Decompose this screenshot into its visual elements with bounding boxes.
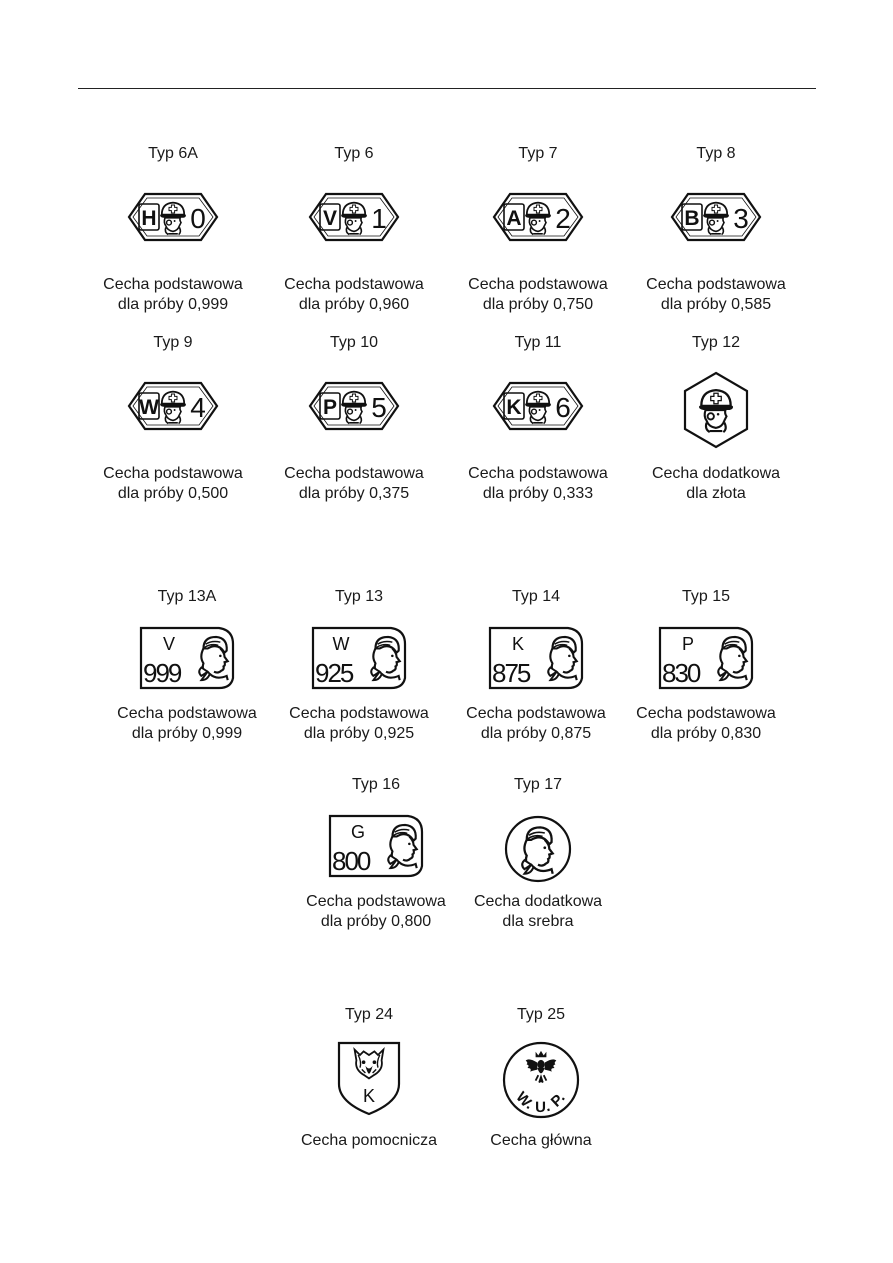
gold-hallmark — [631, 145, 801, 325]
mark-digit: 5 — [371, 392, 387, 423]
caption-line-1: Cecha podstawowa — [636, 705, 776, 722]
type-label: Typ 6A — [148, 145, 198, 162]
hallmark-caption — [453, 892, 623, 932]
type-label: Typ 12 — [691, 334, 741, 351]
mark-letter: K — [362, 1086, 376, 1106]
caption-line-1: Cecha podstawowa — [103, 465, 243, 482]
gold-hallmark-icon — [308, 380, 400, 432]
hallmark-mark — [451, 626, 621, 690]
gold-hallmark — [88, 334, 258, 514]
hallmark-mark — [102, 626, 272, 690]
type-label: Typ 6 — [334, 145, 374, 162]
hallmark-mark — [284, 1040, 454, 1116]
hallmark-caption — [269, 275, 439, 315]
hallmark-mark — [456, 1040, 626, 1120]
caption-line-2: dla próby 0,925 — [303, 725, 415, 742]
mark-letter: V — [322, 207, 338, 230]
caption-line-2: dla próby 0,875 — [480, 725, 592, 742]
hallmark-mark — [621, 626, 791, 690]
gold-hallmark — [269, 145, 439, 325]
mark-letter: A — [506, 207, 522, 230]
hallmark-mark — [291, 814, 461, 878]
silver-hallmark-icon — [328, 814, 424, 878]
mark-number: 875 — [492, 658, 530, 688]
caption-line-1: Cecha dodatkowa — [651, 465, 781, 482]
gold-hallmark-icon — [492, 380, 584, 432]
caption-line-1: Cecha podstawowa — [306, 893, 446, 910]
eagle-circle-icon — [501, 1040, 581, 1120]
hallmark-mark — [453, 191, 623, 243]
silver-hallmark — [291, 776, 461, 946]
type-label: Typ 16 — [351, 776, 401, 793]
caption-line-1: Cecha podstawowa — [468, 465, 608, 482]
hallmark-mark — [631, 191, 801, 243]
helmet-hexagon-icon — [681, 370, 751, 450]
gold-hallmark-icon — [127, 191, 219, 243]
silver-hallmark — [274, 588, 444, 758]
mark-digit: 6 — [555, 392, 571, 423]
mark-letter: K — [506, 396, 522, 419]
mark-letter: W — [332, 634, 350, 654]
mark-number: 830 — [662, 658, 700, 688]
gold-hallmark-icon — [127, 380, 219, 432]
hallmark-caption — [88, 275, 258, 315]
hallmark-mark — [269, 191, 439, 243]
caption-line-1: Cecha pomocnicza — [300, 1132, 438, 1149]
hallmark-caption — [453, 464, 623, 504]
silver-hallmark — [621, 588, 791, 758]
type-label: Typ 10 — [329, 334, 379, 351]
mark-letter: P — [322, 396, 338, 419]
caption-line-2: dla próby 0,375 — [298, 485, 410, 502]
caption-line-2: dla próby 0,333 — [482, 485, 594, 502]
caption-line-1: Cecha podstawowa — [117, 705, 257, 722]
ring-text: W. U. P. — [512, 1088, 570, 1117]
mark-digit: 4 — [190, 392, 206, 423]
hallmark-caption — [102, 704, 272, 744]
mark-letter: K — [511, 634, 525, 654]
header-rule — [78, 88, 816, 89]
type-label: Typ 15 — [681, 588, 731, 605]
mark-number: 800 — [332, 846, 370, 876]
caption-line-1: Cecha podstawowa — [466, 705, 606, 722]
silver-hallmark-icon — [658, 626, 754, 690]
caption-line-1: Cecha podstawowa — [284, 276, 424, 293]
type-label: Typ 25 — [516, 1006, 566, 1023]
caption-line-1: Cecha podstawowa — [646, 276, 786, 293]
mark-letter: W — [139, 396, 159, 419]
hallmark-mark — [88, 380, 258, 432]
mark-letter: H — [141, 207, 157, 230]
silver-hallmark-icon — [311, 626, 407, 690]
caption-line-2: dla próby 0,960 — [298, 296, 410, 313]
hallmark-caption — [284, 1131, 454, 1151]
gold-hallmark — [88, 145, 258, 325]
hallmark-caption — [456, 1131, 626, 1151]
mark-number: 925 — [315, 658, 353, 688]
type-label: Typ 24 — [344, 1006, 394, 1023]
mark-digit: 2 — [555, 203, 571, 234]
hallmark-mark — [453, 814, 623, 884]
type-label: Typ 7 — [518, 145, 558, 162]
gold-hallmark — [453, 145, 623, 325]
silver-hallmark-icon — [139, 626, 235, 690]
other-hallmark — [456, 1006, 626, 1156]
boar-shield-icon — [336, 1040, 402, 1116]
mark-digit: 0 — [190, 203, 206, 234]
gold-hallmark — [631, 334, 801, 514]
gold-hallmark — [269, 334, 439, 514]
mark-letter: P — [681, 634, 695, 654]
silver-hallmark — [451, 588, 621, 758]
caption-line-2: dla próby 0,830 — [650, 725, 762, 742]
mark-number: 999 — [143, 658, 181, 688]
caption-line-2: dla próby 0,999 — [131, 725, 243, 742]
type-label: Typ 13 — [334, 588, 384, 605]
caption-line-1: Cecha podstawowa — [284, 465, 424, 482]
mark-letter: V — [162, 634, 176, 654]
hallmark-caption — [274, 704, 444, 744]
type-label: Typ 8 — [696, 145, 736, 162]
hallmark-caption — [621, 704, 791, 744]
caption-line-2: dla srebra — [502, 913, 574, 930]
hallmark-mark — [269, 380, 439, 432]
caption-line-1: Cecha podstawowa — [289, 705, 429, 722]
gold-hallmark-icon — [670, 191, 762, 243]
hallmark-mark — [631, 370, 801, 450]
silver-hallmark — [453, 776, 623, 946]
mark-letter: B — [684, 207, 700, 230]
hallmark-caption — [631, 275, 801, 315]
hallmark-mark — [274, 626, 444, 690]
hallmark-mark — [88, 191, 258, 243]
mark-digit: 1 — [371, 203, 387, 234]
type-label: Typ 9 — [153, 334, 193, 351]
caption-line-2: dla próby 0,500 — [117, 485, 229, 502]
caption-line-2: dla próby 0,800 — [320, 913, 432, 930]
type-label: Typ 13A — [157, 588, 217, 605]
mark-letter: G — [350, 822, 366, 842]
gold-hallmark — [453, 334, 623, 514]
caption-line-1: Cecha główna — [490, 1132, 592, 1149]
other-hallmark — [284, 1006, 454, 1156]
hallmark-caption — [453, 275, 623, 315]
type-label: Typ 14 — [511, 588, 561, 605]
silver-hallmark-icon — [488, 626, 584, 690]
hallmark-caption — [631, 464, 801, 504]
lady-circle-icon — [503, 814, 573, 884]
hallmark-caption — [269, 464, 439, 504]
caption-line-2: dla złota — [686, 485, 746, 502]
gold-hallmark-icon — [492, 191, 584, 243]
caption-line-2: dla próby 0,999 — [117, 296, 229, 313]
caption-line-1: Cecha podstawowa — [468, 276, 608, 293]
caption-line-1: Cecha podstawowa — [103, 276, 243, 293]
silver-hallmark — [102, 588, 272, 758]
caption-line-2: dla próby 0,585 — [660, 296, 772, 313]
type-label: Typ 11 — [514, 334, 562, 351]
hallmark-mark — [453, 380, 623, 432]
caption-line-2: dla próby 0,750 — [482, 296, 594, 313]
hallmark-caption — [291, 892, 461, 932]
type-label: Typ 17 — [513, 776, 563, 793]
hallmark-caption — [451, 704, 621, 744]
gold-hallmark-icon — [308, 191, 400, 243]
caption-line-1: Cecha dodatkowa — [473, 893, 603, 910]
hallmark-caption — [88, 464, 258, 504]
mark-digit: 3 — [733, 203, 749, 234]
